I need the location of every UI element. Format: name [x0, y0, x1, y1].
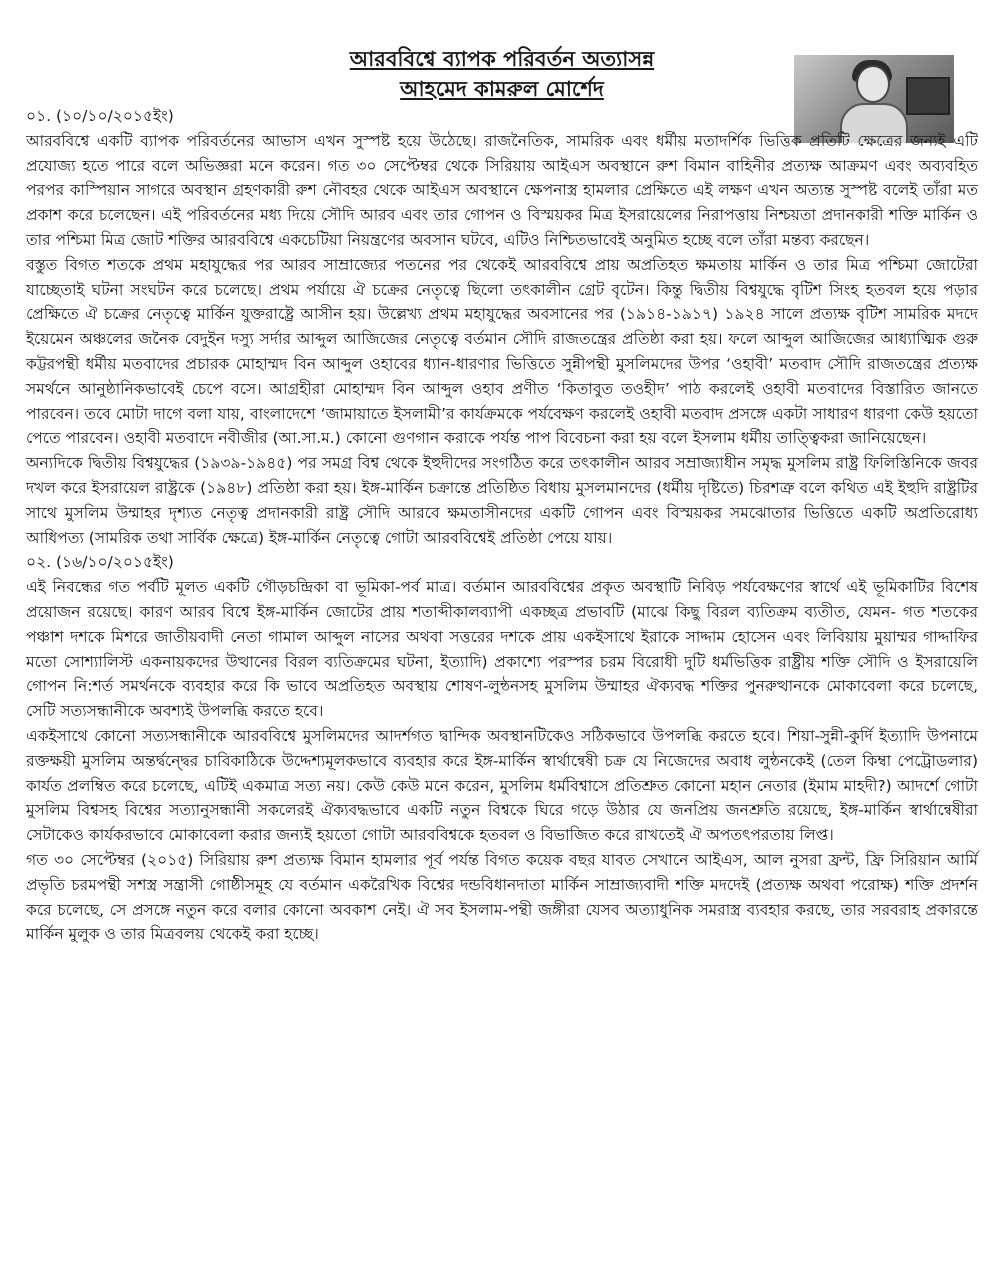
part1-paragraph-1: আরববিশ্বে একটি ব্যাপক পরিবর্তনের আভাস এখন সুস্পষ্ট হয়ে উঠেছে। রাজনৈতিক, সামরিক এবং ধর্মীয় মতাদর্শিক ভিত্তিক প্রতিটি ক্ষেত্রের জন্যই এটি প্রযোজ্য হতে পারে বলে অভিজ্ঞরা মনে করেন। গত ৩০ সেপ্টেম্বর থেকে সিরিয়ায় আইএস অবস্থানে রুশ বিমান বাহিনীর প্রত্যক্ষ আক্রমণ এবং অব্যবহিত পরপর কাস্পিয়ান সাগরে অবস্থান গ্রহণকারী রুশ নৌবহর থেকে আইএস অবস্থানে ক্ষেপনাস্ত্র হামলার প্রেক্ষিতে এই লক্ষণ এখন অত্যন্ত সুস্পষ্ট বলেই তাঁরা মত প্রকাশ করে চলেছেন। এই পরিবর্তনের মধ্য দিয়ে সৌদি আরব এবং তার গোপন ও বিস্ময়কর মিত্র ইসরায়েলের নিরাপত্তায় নিশ্চয়তা প্রদানকারী শক্তি মার্কিন ও তার পশ্চিমা মিত্র জোট শক্তির আরববিশ্বে একচেটিয়া নিয়ন্ত্রণের অবসান ঘটবে, এটিও নিশ্চিতভাবেই অনুমিত হচ্ছে বলে তাঁরা মন্তব্য করছেন। — [26, 131, 978, 249]
part2-paragraph-1: এই নিবন্ধের গত পর্বটি মূলত একটি গৌড়চন্দ্রিকা বা ভূমিকা-পর্ব মাত্র। বর্তমান আরববিশ্বের প্রকৃত অবস্থাটি নিবিড় পর্যবেক্ষণের স্বার্থে এই ভূমিকাটির বিশেষ প্রয়োজন রয়েছে। কারণ আরব বিশ্বে ইঙ্গ-মার্কিন জোটের প্রায় শতাব্দীকালব্যাপী একচ্ছত্র প্রভাবটি (মাঝে কিছু বিরল ব্যতিক্রম ব্যতীত, যেমন- গত শতকের পঞ্চাশ দশকে মিশরে জাতীয়বাদী নেতা গামাল আব্দুল নাসের অথবা সত্তরের দশকে প্রায় একইসাথে ইরাকে সাদ্দাম হোসেন এবং লিবিয়ায় মুয়াম্মর গাদ্দাফির মতো সোশ্যালিস্ট একনায়কদের উত্থানের বিরল ব্যতিক্রমের ঘটনা, ইত্যাদি) প্রকাশ্যে পরস্পর চরম বিরোধী দুটি ধর্মভিত্তিক রাষ্ট্রীয় শক্তি সৌদি ও ইসরায়েলি গোপন নি:শর্ত সমর্থনকে ব্যবহার করে কি ভাবে অপ্রতিহত অবস্থায় শোষণ-লুন্ঠনসহ মুসলিম উম্মাহর ঐক্যবদ্ধ শক্তির পুনরুত্থানকে মোকাবেলা করে চলেছে, সেটি সত্যসন্ধানীকে অবশ্যই উপলব্ধি করতে হবে। — [26, 578, 978, 721]
article-title: আরববিশ্বে ব্যাপক পরিবর্তন অত্যাসন্ন — [349, 47, 655, 71]
article — [26, 44, 978, 947]
part2-label: ০২. (১৬/১০/২০১৫ইং) — [26, 553, 174, 572]
part1-paragraph-2: বস্তুত বিগত শতকে প্রথম মহাযুদ্ধের পর আরব সাম্রাজ্যের পতনের পর থেকেই আরববিশ্বে প্রায় অপ্রতিহত ক্ষমতায় মার্কিন ও তার মিত্র পশ্চিমা জোটেরা যাচ্ছেতাই ঘটনা সংঘটন করে চলেছে। প্রথম পর্যায়ে ঐ চক্রের নেতৃত্বে ছিলো তৎকালীন গ্রেট বৃটেন। কিন্তু দ্বিতীয় বিশ্বযুদ্ধে বৃটিশ সিংহ হতবল হয়ে পড়ার প্রেক্ষিতে ঐ চক্রের নেতৃত্বে মার্কিন যুক্তরাষ্ট্রে আসীন হয়। উল্লেখ্য প্রথম মহাযুদ্ধের অবসানের পর (১৯১৪-১৯১৭) ১৯২৪ সালে প্রত্যক্ষ বৃটিশ সামরিক মদদে ইয়েমেন অঞ্চলের জনৈক বেদুইন দস্যু সর্দার আব্দুল আজিজের নেতৃত্বে বর্তমান সৌদি রাজতন্ত্রের প্রতিষ্ঠা করা হয়। ফলে আব্দুল আজিজের আধ্যাত্মিক গুরু কট্টরপন্থী ধর্মীয় মতবাদের প্রচারক মোহাম্মদ বিন আব্দুল ওহাবের ধ্যান-ধারণার ভিত্তিতে সুন্নীপন্থী মুসলিমদের উপর ‘ওহাবী’ মতবাদ সৌদি রাজতন্ত্রের প্রত্যক্ষ সমর্থনে আনুষ্ঠানিকভাবেই চেপে বসে। আগ্রহীরা মোহাম্মদ বিন আব্দুল ওহাব প্রণীত ‘কিতাবুত তওহীদ’ পাঠ করলেই ওহাবী মতবাদের বিস্তারিত জানতে পারবেন। তবে মোটা দাগে বলা যায়, বাংলাদেশে ‘জামায়াতে ইসলামী’র কার্যক্রমকে পর্যবেক্ষণ করলেই ওহাবী মতবাদ প্রসঙ্গে একটা সাধারণ ধারণা কেউ হয়তো পেতে পারবেন। ওহাবী মতবাদে নবীজীর (আ.সা.ম.) কোনো গুণগান করাকে পর্যন্ত পাপ বিবেচনা করা হয় বলে ইসলাম ধর্মীয় তাত্ত্বিকরা জানিয়েছেন। — [26, 255, 978, 448]
part1-paragraph-3: অন্যদিকে দ্বিতীয় বিশ্বযুদ্ধের (১৯৩৯-১৯৪৫) পর সমগ্র বিশ্ব থেকে ইহুদীদের সংগঠিত করে তৎকালীন আরব সম্রাজ্যাধীন সমৃদ্ধ মুসলিম রাষ্ট্র ফিলিস্তিনিকে জবর দখল করে ইসরায়েল রাষ্ট্রকে (১৯৪৮) প্রতিষ্ঠা করা হয়। ইঙ্গ-মার্কিন চক্রান্তে প্রতিষ্ঠিত বিধায় মুসলমানদের (ধর্মীয় দৃষ্টিতে) চিরশত্রু বলে কথিত এই ইহুদি রাষ্ট্রটির সাথে মুসলিম উম্মাহর দৃশ্যত নেতৃত্ব প্রদানকারী রাষ্ট্র সৌদি আরবে ক্ষমতাসীনদের একটি গোপন এবং বিস্ময়কর সমঝোতার ভিত্তিতে একটি অপ্রতিরোধ্য আধিপত্য (সামরিক তথা সার্বিক ক্ষেত্রে) ইঙ্গ-মার্কিন নেতৃত্বে গোটা আরববিশ্বেই প্রতিষ্ঠা পেয়ে যায়। — [26, 454, 978, 547]
part1-label: ০১. (১০/১০/২০১৫ইং) — [26, 107, 174, 125]
part2-paragraph-3: গত ৩০ সেপ্টেম্বর (২০১৫) সিরিয়ায় রুশ প্রত্যক্ষ বিমান হামলার পূর্ব পর্যন্ত বিগত কয়েক বছর যাবত সেখানে আইএস, আল নুসরা ফ্রন্ট, ফ্রি সিরিয়ান আর্মি প্রভৃতি চরমপন্থী সশস্ত্র সন্ত্রাসী গোষ্ঠীসমূহ যে বর্তমান একরৈখিক বিশ্বের দন্ডবিধানদাতা মার্কিন সাম্রাজ্যবাদী শক্তি মদদেই (প্রত্যক্ষ অথবা পরোক্ষ) শক্তি প্রদর্শন করে চলেছে, সে প্রসঙ্গে নতুন করে বলার কোনো অবকাশ নেই। ঐ সব ইসলাম-পন্থী জঙ্গীরা যেসব অত্যাধুনিক সমরাস্ত্র ব্যবহার করছে, তার সরবরাহ প্রকারন্তে মার্কিন মুলুক ও তার মিত্রবলয় থেকেই করা হচ্ছে। — [26, 850, 978, 944]
article-author: আহমেদ কামরুল মোর্শেদ — [400, 77, 604, 101]
part2-paragraph-2: একইসাথে কোনো সত্যসন্ধানীকে আরববিশ্বে মুসলিমদের আদর্শগত দ্বান্দিক অবস্থানটিকেও সঠিকভাবে উপলব্ধি করতে হবে। শিয়া-সুন্নী-কুর্দি ইত্যাদি উপনামে রক্তক্ষয়ী মুসলিম অন্তর্দ্বন্দ্বের চাবিকাঠিকে উদ্দেশ্যমূলকভাবে ব্যবহার করে ইঙ্গ-মার্কিন স্বার্থান্বেষী চক্র যে নিজেদের অবাধ লুন্ঠনকেই (তেল কিম্বা পেট্রোডলার) কার্যত প্রলম্বিত করে চলেছে, এটিই একমাত্র সত্য নয়। কেউ কেউ মনে করেন, মুসলিম ধর্মবিশ্বাসে প্রতিশ্রুত কোনো মহান নেতার (ইমাম মাহদী?) আদর্শে গোটা মুসলিম বিশ্বসহ বিশ্বের সত্যানুসন্ধানী সকলেরই ঐক্যবদ্ধভাবে একটি নতুন বিশ্বকে ঘিরে গড়ে উঠার যে জনপ্রিয় জনশ্রুতি রয়েছে, ইঙ্গ-মার্কিন স্বার্থান্বেষীরা সেটাকেও কার্যকরভাবে মোকাবেলা করার জন্যই হয়তো গোটা আরববিশ্বকে হতবল ও বিভাজিত করে রাখতেই ঐ অপতৎপরতায় লিপ্ত। — [26, 726, 978, 845]
